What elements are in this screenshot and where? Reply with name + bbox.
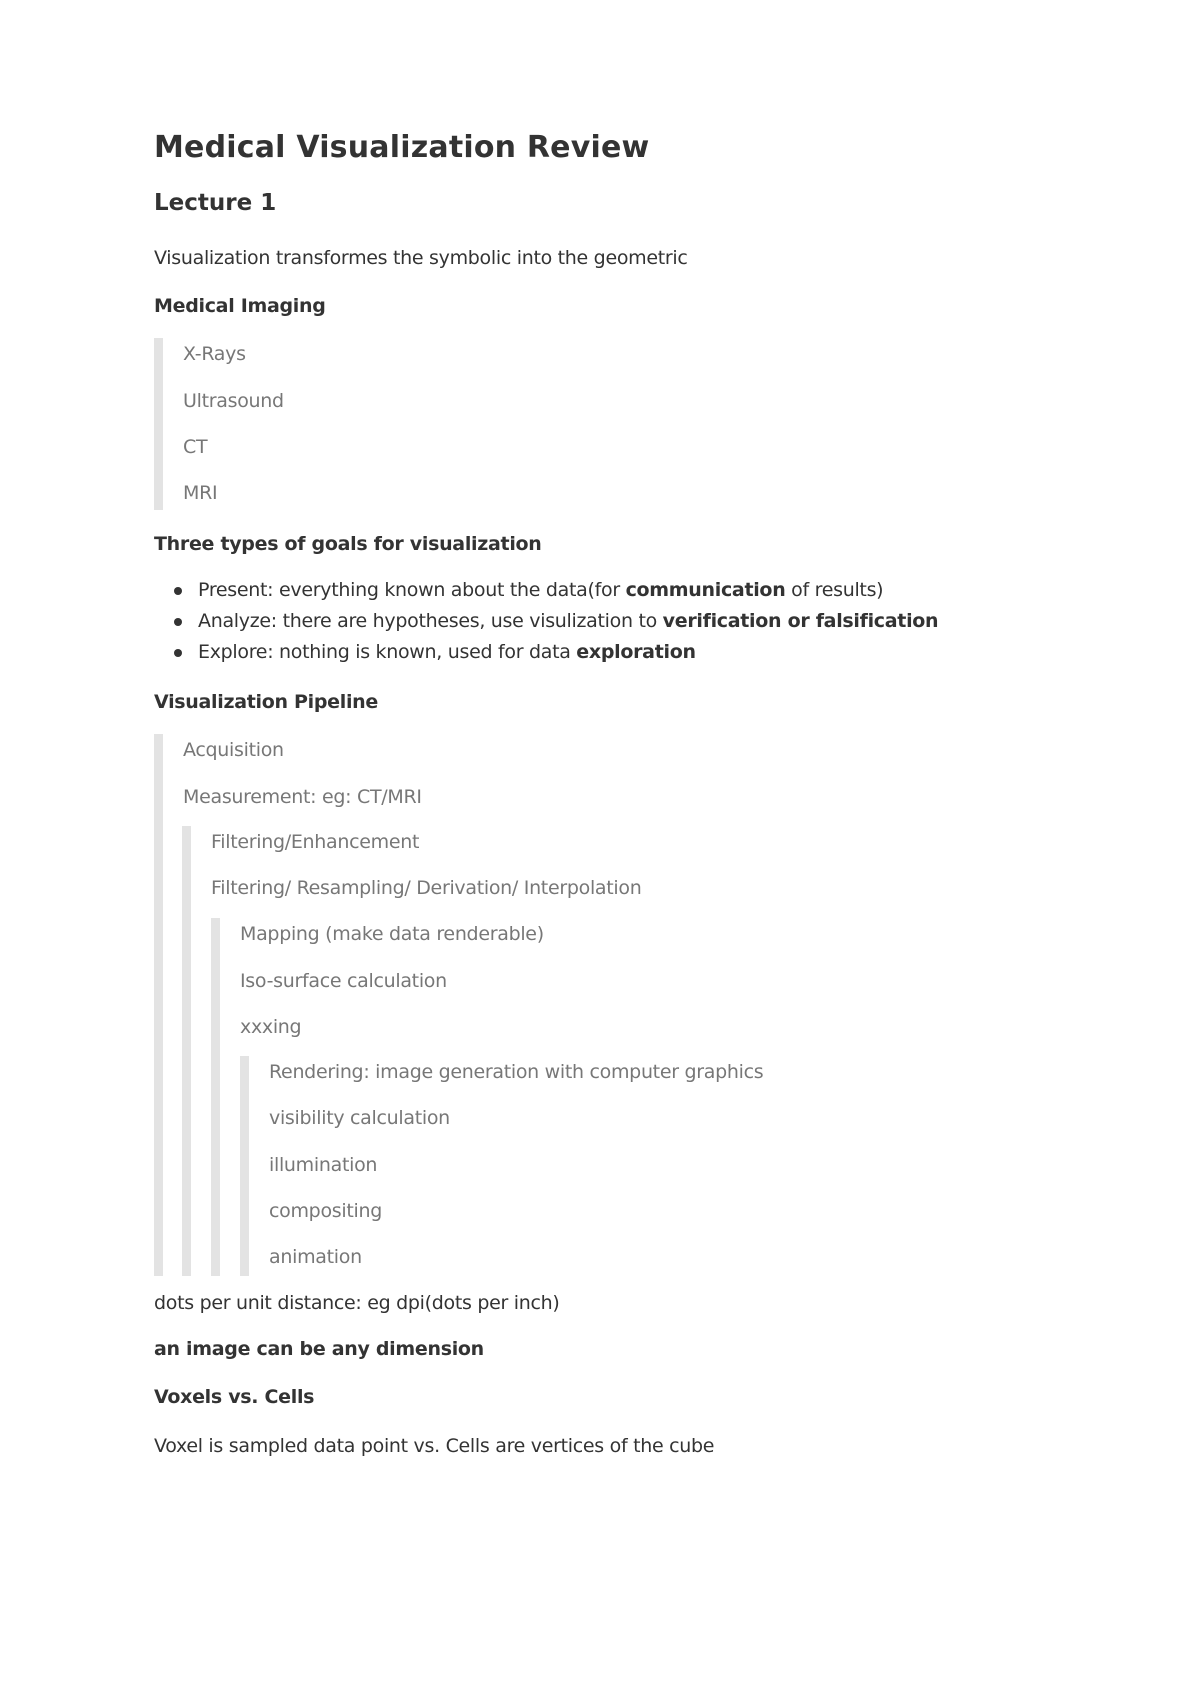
- pipeline-item: animation: [269, 1246, 362, 1268]
- pipeline-item: visibility calculation: [269, 1107, 450, 1129]
- imaging-item: CT: [183, 436, 208, 458]
- pipeline-item: Mapping (make data renderable): [240, 923, 544, 945]
- goal-emphasis: verification or falsification: [662, 610, 939, 632]
- intro-paragraph: Visualization transformes the symbolic into the geometric: [154, 247, 688, 269]
- goal-text: Present: everything known about the data(for: [198, 579, 626, 601]
- goal-emphasis: exploration: [576, 641, 696, 663]
- list-item: [154, 609, 938, 640]
- lecture-heading: Lecture 1: [154, 190, 277, 216]
- pipeline-heading: Visualization Pipeline: [154, 691, 378, 713]
- blockquote-bar: [154, 734, 163, 1276]
- voxels-paragraph: Voxel is sampled data point vs. Cells are vertices of the cube: [154, 1435, 715, 1457]
- imaging-item: X-Rays: [183, 343, 246, 365]
- image-dimension-heading: an image can be any dimension: [154, 1338, 484, 1360]
- goal-text: Explore: nothing is known, used for data: [198, 641, 577, 663]
- pipeline-item: compositing: [269, 1200, 382, 1222]
- pipeline-item: xxxing: [240, 1016, 302, 1038]
- pipeline-item: Acquisition: [183, 739, 284, 761]
- goals-heading: Three types of goals for visualization: [154, 533, 542, 555]
- bullet-icon: [174, 649, 182, 657]
- blockquote-bar: [240, 1056, 249, 1276]
- bullet-icon: [174, 587, 182, 595]
- blockquote-bar: [182, 826, 191, 1276]
- imaging-item: MRI: [183, 482, 218, 504]
- blockquote-bar: [211, 918, 220, 1276]
- medical-imaging-heading: Medical Imaging: [154, 295, 326, 317]
- list-item: [154, 640, 938, 671]
- blockquote-bar: [154, 338, 163, 510]
- goals-list: [154, 578, 938, 671]
- imaging-item: Ultrasound: [183, 390, 284, 412]
- goal-text: of results): [785, 579, 884, 601]
- dots-paragraph: dots per unit distance: eg dpi(dots per inch): [154, 1292, 560, 1314]
- pipeline-item: Filtering/Enhancement: [211, 831, 420, 853]
- pipeline-item: Iso-surface calculation: [240, 970, 447, 992]
- document-title: Medical Visualization Review: [154, 130, 650, 165]
- goal-emphasis: communication: [625, 579, 786, 601]
- voxels-heading: Voxels vs. Cells: [154, 1386, 315, 1408]
- bullet-icon: [174, 618, 182, 626]
- pipeline-item: Measurement: eg: CT/MRI: [183, 786, 422, 808]
- pipeline-item: illumination: [269, 1154, 378, 1176]
- goal-text: Analyze: there are hypotheses, use visulization to: [198, 610, 663, 632]
- list-item: [154, 578, 938, 609]
- pipeline-item: Filtering/ Resampling/ Derivation/ Interpolation: [211, 877, 642, 899]
- pipeline-item: Rendering: image generation with computer graphics: [269, 1061, 764, 1083]
